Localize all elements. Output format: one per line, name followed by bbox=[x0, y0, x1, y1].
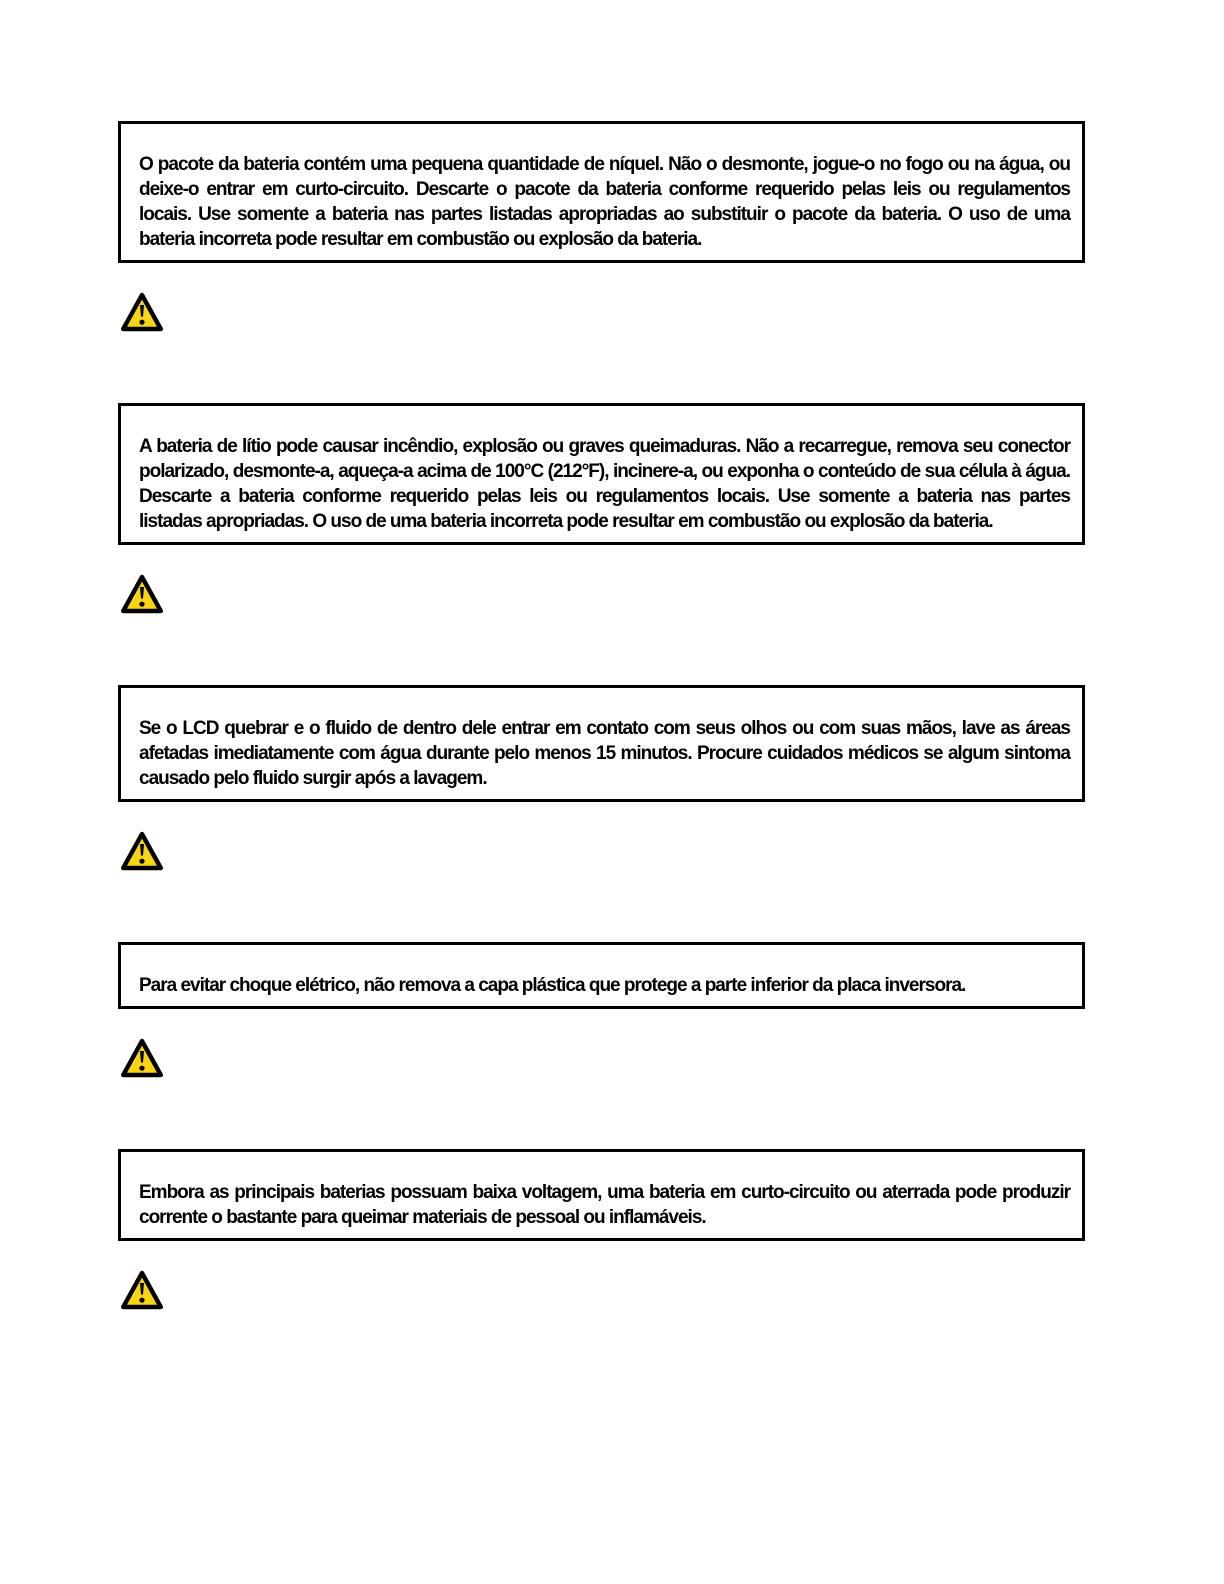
warning-triangle-icon bbox=[120, 1269, 164, 1311]
warning-section-4 bbox=[118, 942, 1204, 1079]
warning-section-2 bbox=[118, 403, 1204, 615]
warning-text: A bateria de lítio pode causar incêndio, explosão ou graves queimaduras. Não a recarregue, remova seu conector polarizado, desmonte-a, aqueça-a acima de 100°C (212°F), incinere-a, ou exponha o conteúdo de sua célula à água. Descarte a bateria conforme requerido pelas leis ou regulamentos locais. Use somente a bateria nas partes listadas apropriadas. O uso de uma bateria incorreta pode resultar em combustão ou explosão da bateria. bbox=[139, 436, 1070, 532]
warning-section-5 bbox=[118, 1149, 1204, 1311]
warning-triangle-icon bbox=[120, 291, 164, 333]
warning-section-3 bbox=[118, 685, 1204, 872]
warning-section-1 bbox=[118, 121, 1204, 333]
warning-text-box bbox=[118, 1149, 1085, 1241]
warning-text-box bbox=[118, 403, 1085, 545]
warning-text-box bbox=[118, 121, 1085, 263]
warning-text-box bbox=[118, 942, 1085, 1009]
warning-triangle-icon bbox=[120, 1037, 164, 1079]
warning-text: Para evitar choque elétrico, não remova a capa plástica que protege a parte inferior da placa inversora. bbox=[139, 975, 966, 996]
warning-text: O pacote da bateria contém uma pequena quantidade de níquel. Não o desmonte, jogue-o no fogo ou na água, ou deixe-o entrar em curto-circuito. Descarte o pacote da bateria conforme requerido pelas leis ou regulamentos locais. Use somente a bateria nas partes listadas apropriadas ao substituir o pacote da bateria. O uso de uma bateria incorreta pode resultar em combustão ou explosão da bateria. bbox=[139, 154, 1070, 250]
warning-triangle-icon bbox=[120, 830, 164, 872]
warning-triangle-icon bbox=[120, 573, 164, 615]
warning-text: Embora as principais baterias possuam baixa voltagem, uma bateria em curto-circuito ou aterrada pode produzir corrente o bastante para queimar materiais de pessoal ou inflamáveis. bbox=[139, 1182, 1070, 1228]
warning-text-box bbox=[118, 685, 1085, 802]
warning-text: Se o LCD quebrar e o fluido de dentro dele entrar em contato com seus olhos ou com suas mãos, lave as áreas afetadas imediatamente com água durante pelo menos 15 minutos. Procure cuidados médicos se algum sintoma causado pelo fluido surgir após a lavagem. bbox=[139, 718, 1070, 789]
